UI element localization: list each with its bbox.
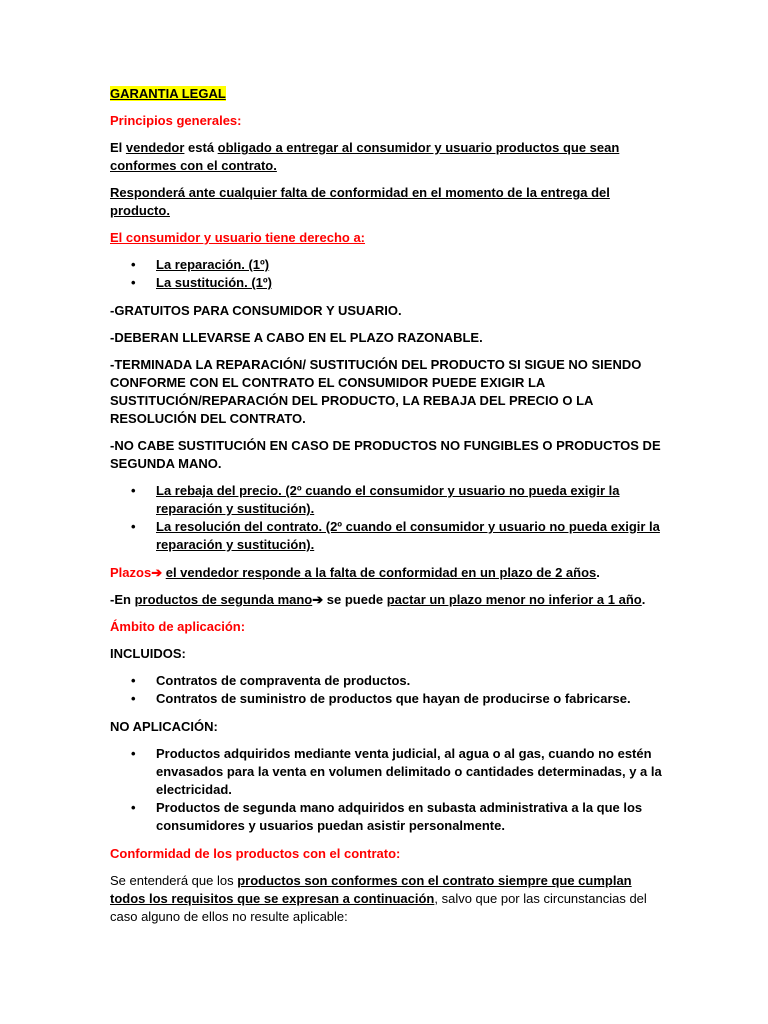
label-no-aplicacion: NO APLICACIÓN: <box>110 719 218 734</box>
list-item <box>110 256 668 274</box>
paragraph-responde: Responderá ante cualquier falta de conformidad en el momento de la entrega del producto. <box>110 185 610 218</box>
list-item <box>110 518 668 554</box>
p1-b: vendedor <box>125 140 185 155</box>
list-incluidos <box>110 672 668 708</box>
list-item <box>110 482 668 518</box>
caps-terminada: -TERMINADA LA REPARACIÓN/ SUSTITUCIÓN DEL PRODUCTO SI SIGUE NO SIENDO CONFORME CON EL CONTRATO EL CONSUMIDOR PUEDE EXIGIR LA SUSTITUCIÓN/REPARACIÓN DEL PRODUCTO, LA REBAJA DEL PRECIO O LA RESOLUCIÓN DEL CONTRATO. <box>110 357 642 426</box>
label-incluidos: INCLUIDOS: <box>110 646 186 661</box>
heading-derecho: El consumidor y usuario tiene derecho a: <box>110 230 366 245</box>
plazos-end: . <box>596 565 600 580</box>
paragraph-plazos <box>110 564 668 582</box>
heading-principios: Principios generales: <box>110 113 242 128</box>
segunda-e: . <box>641 592 646 607</box>
paragraph-vendedor <box>110 139 668 175</box>
title-text: GARANTIA LEGAL <box>110 86 226 101</box>
p1-a: El <box>110 140 126 155</box>
last-b: productos son conformes con el contrato siempre que cumplan todos los requisitos que se expresan a continuación <box>110 873 632 906</box>
segunda-c: se puede <box>323 592 387 607</box>
list-item: • Contratos de suministro de productos que hayan de producirse o fabricarse. <box>110 690 668 708</box>
list-derechos-secundarios <box>110 482 668 554</box>
heading-ambito: Ámbito de aplicación: <box>110 619 246 634</box>
plazos-text: el vendedor responde a la falta de conformidad en un plazo de 2 años <box>165 565 597 580</box>
arrow-right-icon: ➔ <box>312 592 324 607</box>
list-item-text: La rebaja del precio. (2º cuando el consumidor y usuario no pueda exigir la reparación y sustitución). <box>156 483 620 516</box>
list-item: • Productos adquiridos mediante venta judicial, al agua o al gas, cuando no estén envasados para la venta en volumen delimitado o cantidades determinadas, y a la electricidad. <box>110 745 668 799</box>
caps-plazo-razonable: -DEBERAN LLEVARSE A CABO EN EL PLAZO RAZONABLE. <box>110 330 483 345</box>
segunda-a: -En <box>110 592 135 607</box>
plazos-label: Plazos <box>110 565 152 580</box>
segunda-b: productos de segunda mano <box>134 592 313 607</box>
last-c: , salvo que por las circunstancias del caso alguno de ellos no resulte aplicable: <box>110 891 647 924</box>
caps-gratuitos: -GRATUITOS PARA CONSUMIDOR Y USUARIO. <box>110 303 402 318</box>
p1-c: está <box>184 140 218 155</box>
list-derechos-primarios <box>110 256 668 292</box>
segunda-d: pactar un plazo menor no inferior a 1 año <box>386 592 642 607</box>
list-item: • Productos de segunda mano adquiridos en subasta administrativa a la que los consumidores y usuarios puedan asistir personalmente. <box>110 799 668 835</box>
heading-conformidad: Conformidad de los productos con el contrato: <box>110 846 401 861</box>
list-item-text: La sustitución. (1º) <box>156 275 272 290</box>
paragraph-conformidad <box>110 872 668 926</box>
arrow-right-icon: ➔ <box>151 565 163 580</box>
p1-d: obligado a entregar al consumidor y usuario productos que sean conformes con el contrato. <box>110 140 620 173</box>
list-item-text: La resolución del contrato. (2º cuando el consumidor y usuario no pueda exigir la reparación y sustitución). <box>156 519 660 552</box>
list-item-text: La reparación. (1º) <box>156 257 270 272</box>
list-item: • Contratos de compraventa de productos. <box>110 672 668 690</box>
document-title <box>110 85 668 103</box>
list-no-aplicacion <box>110 745 668 835</box>
list-item <box>110 274 668 292</box>
last-a: Se entenderá que los <box>110 873 238 888</box>
paragraph-segunda-mano <box>110 591 668 609</box>
caps-no-cabe: -NO CABE SUSTITUCIÓN EN CASO DE PRODUCTOS NO FUNGIBLES O PRODUCTOS DE SEGUNDA MANO. <box>110 438 661 471</box>
